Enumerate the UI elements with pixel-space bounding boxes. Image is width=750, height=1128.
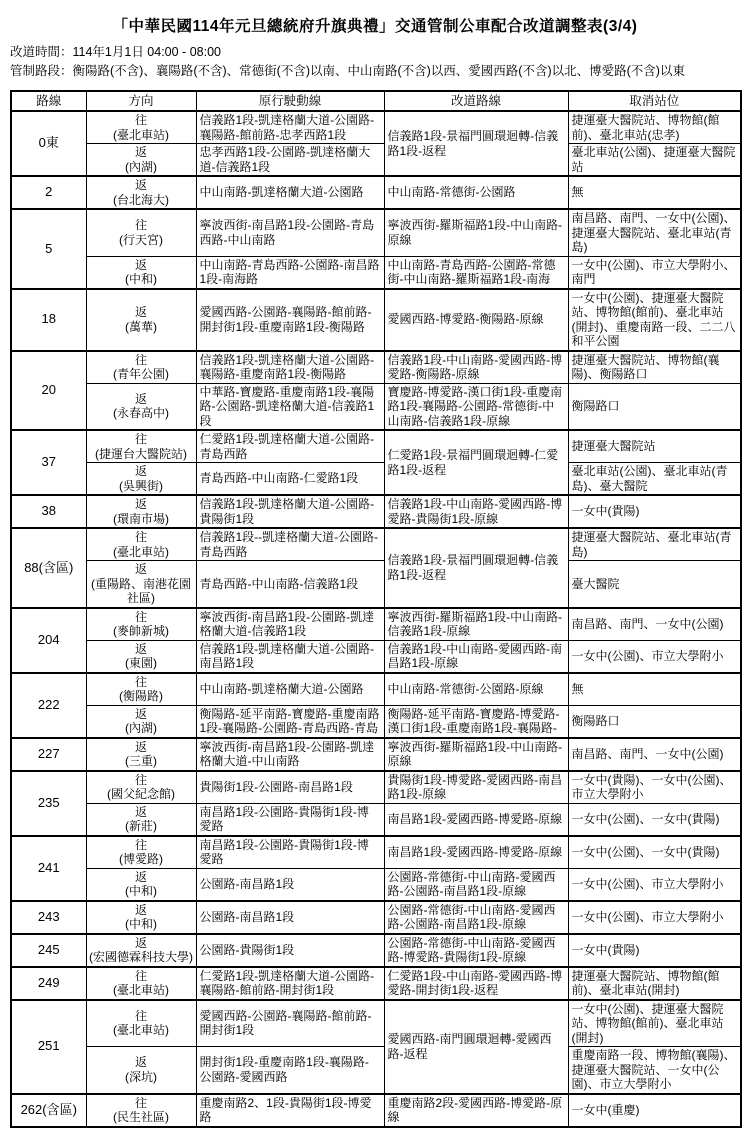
direction-cell bbox=[86, 1000, 196, 1047]
col-header-detour: 改道路線 bbox=[384, 91, 568, 111]
table-row bbox=[11, 495, 741, 528]
table-row bbox=[11, 640, 741, 673]
direction-destination: (重陽路、南港花園社區) bbox=[91, 576, 191, 605]
direction-cell bbox=[86, 836, 196, 869]
cancelled-stops-cell: 捷運臺大醫院站、臺北車站(青島) bbox=[568, 528, 741, 561]
table-row bbox=[11, 803, 741, 836]
col-header-direction: 方向 bbox=[86, 91, 196, 111]
table-row bbox=[11, 738, 741, 771]
original-route-cell: 仁愛路1段-凱達格蘭大道-公園路-青島西路 bbox=[196, 430, 384, 463]
direction-type: 返 bbox=[134, 902, 147, 917]
route-cell: 222 bbox=[11, 673, 86, 738]
cancelled-stops-cell: 一女中(公園)、一女中(貴陽) bbox=[568, 803, 741, 836]
direction-type: 往 bbox=[134, 968, 147, 983]
original-route-cell: 仁愛路1段-凱達格蘭大道-公園路-襄陽路-館前路-開封街1段 bbox=[196, 967, 384, 1000]
direction-destination: (青年公園) bbox=[113, 367, 169, 381]
route-cell: 249 bbox=[11, 967, 86, 1000]
table-row bbox=[11, 430, 741, 463]
original-route-cell: 中山南路-凱達格蘭大道-公園路 bbox=[196, 673, 384, 706]
cancelled-stops-cell: 一女中(公園)、捷運臺大醫院站、博物館(館前)、臺北車站(開封)、重慶南路一段、二二八和平公園 bbox=[568, 289, 741, 351]
table-row bbox=[11, 289, 741, 351]
detour-route-cell: 中山南路-常德街-公園路 bbox=[384, 176, 568, 209]
cancelled-stops-cell: 南昌路、南門、一女中(公園) bbox=[568, 738, 741, 771]
original-route-cell: 公園路-貴陽街1段 bbox=[196, 934, 384, 967]
direction-destination: (永春高中) bbox=[113, 406, 169, 421]
direction-cell bbox=[86, 1094, 196, 1127]
original-route-cell: 公園路-南昌路1段 bbox=[196, 901, 384, 934]
table-row bbox=[11, 1094, 741, 1127]
cancelled-stops-cell: 一女中(公園)、捷運臺大醫院站、博物館(館前)、臺北車站(開封) bbox=[568, 1000, 741, 1047]
direction-type: 返 bbox=[134, 641, 147, 656]
route-cell: 251 bbox=[11, 1000, 86, 1094]
table-row bbox=[11, 608, 741, 641]
direction-cell bbox=[86, 463, 196, 496]
detour-route-cell: 公園路-常德街-中山南路-愛國西路-公園路-南昌路1段-原線 bbox=[384, 868, 568, 901]
direction-destination: (吳興街) bbox=[119, 478, 163, 493]
detour-route-cell: 信義路1段-中山南路-愛國西路-博愛路-貴陽街1段-原線 bbox=[384, 495, 568, 528]
direction-cell bbox=[86, 1047, 196, 1094]
original-route-cell: 重慶南路2、1段-貴陽街1段-博愛路 bbox=[196, 1094, 384, 1127]
original-route-cell: 中華路-寶慶路-重慶南路1段-襄陽路-公園路-凱達格蘭大道-信義路1段 bbox=[196, 383, 384, 430]
direction-type: 返 bbox=[134, 257, 147, 272]
detour-route-cell: 中山南路-青島西路-公園路-常德街-中山南路-羅斯福路1段-南海 bbox=[384, 256, 568, 289]
document-title: 「中華民國114年元旦總統府升旗典禮」交通管制公車配合改道調整表(3/4) bbox=[112, 18, 638, 35]
original-route-cell: 寧波西街-南昌路1段-公園路-青島西路-中山南路 bbox=[196, 209, 384, 256]
direction-destination: (內湖) bbox=[125, 721, 157, 735]
detour-route-cell: 寧波西街-羅斯福路1段-中山南路-原線 bbox=[384, 738, 568, 771]
detour-route-cell: 寧波西街-羅斯福路1段-中山南路-信義路1段-原線 bbox=[384, 608, 568, 641]
detour-time-line: 改道時間：114年1月1日 04:00 - 08:00 bbox=[10, 45, 221, 59]
cancelled-stops-cell: 捷運臺大醫院站、博物館(襄陽)、衡陽路口 bbox=[568, 351, 741, 384]
direction-cell bbox=[86, 771, 196, 804]
detour-route-cell: 南昌路1段-愛國西路-博愛路-原線 bbox=[384, 836, 568, 869]
detour-route-cell: 信義路1段-中山南路-愛國西路-博愛路-衡陽路-原線 bbox=[384, 351, 568, 384]
direction-type: 返 bbox=[134, 804, 147, 819]
direction-cell bbox=[86, 383, 196, 430]
table-row bbox=[11, 1047, 741, 1094]
direction-destination: (三重) bbox=[125, 754, 157, 768]
direction-destination: (衡陽路) bbox=[119, 689, 163, 703]
detour-route-cell: 信義路1段-景福門圓環迴轉-信義路1段-返程 bbox=[384, 111, 568, 176]
direction-type: 往 bbox=[134, 772, 147, 787]
direction-type: 返 bbox=[134, 178, 147, 192]
detour-route-cell: 重慶南路2段-愛國西路-博愛路-原線 bbox=[384, 1094, 568, 1127]
cancelled-stops-cell: 無 bbox=[568, 673, 741, 706]
detour-route-cell: 信義路1段-景福門圓環迴轉-信義路1段-返程 bbox=[384, 528, 568, 608]
route-cell: 2 bbox=[11, 176, 86, 209]
route-cell: 235 bbox=[11, 771, 86, 836]
direction-destination: (臺北車站) bbox=[113, 1023, 169, 1038]
direction-type: 返 bbox=[134, 1055, 147, 1070]
original-route-cell: 南昌路1段-公園路-貴陽街1段-博愛路 bbox=[196, 803, 384, 836]
detour-route-cell: 中山南路-常德街-公園路-原線 bbox=[384, 673, 568, 706]
table-row bbox=[11, 561, 741, 608]
cancelled-stops-cell: 捷運臺大醫院站 bbox=[568, 430, 741, 463]
direction-type: 往 bbox=[134, 837, 147, 852]
original-route-cell: 開封街1段-重慶南路1段-襄陽路-公園路-愛國西路 bbox=[196, 1047, 384, 1094]
direction-type: 返 bbox=[134, 869, 147, 884]
table-row bbox=[11, 836, 741, 869]
direction-cell bbox=[86, 209, 196, 256]
direction-type: 往 bbox=[134, 352, 147, 367]
direction-destination: (行天宮) bbox=[119, 232, 163, 247]
detour-route-cell: 寧波西街-羅斯福路1段-中山南路-原線 bbox=[384, 209, 568, 256]
direction-destination: (環南市場) bbox=[113, 511, 169, 526]
table-row bbox=[11, 705, 741, 738]
original-route-cell: 信義路1段-凱達格蘭大道-公園路-南昌路1段 bbox=[196, 640, 384, 673]
direction-type: 返 bbox=[134, 145, 147, 159]
original-route-cell: 寧波西街-南昌路1段-公園路-凱達格蘭大道-信義路1段 bbox=[196, 608, 384, 641]
detour-route-cell: 愛國西路-南門圓環迴轉-愛國西路-返程 bbox=[384, 1000, 568, 1094]
original-route-cell: 信義路1段--凱達格蘭大道-公園路-青島西路 bbox=[196, 528, 384, 561]
table-row bbox=[11, 673, 741, 706]
original-route-cell: 公園路-南昌路1段 bbox=[196, 868, 384, 901]
original-route-cell: 南昌路1段-公園路-貴陽街1段-博愛路 bbox=[196, 836, 384, 869]
route-cell: 243 bbox=[11, 901, 86, 934]
detour-route-cell: 公園路-常德街-中山南路-愛國西路-公園路-南昌路1段-原線 bbox=[384, 901, 568, 934]
direction-destination: (博愛路) bbox=[119, 852, 163, 866]
direction-destination: (宏國德霖科技大學) bbox=[89, 950, 193, 964]
cancelled-stops-cell: 一女中(公園)、市立大學附小 bbox=[568, 868, 741, 901]
cancelled-stops-cell: 一女中(公園)、市立大學附小 bbox=[568, 901, 741, 934]
direction-destination: (東園) bbox=[125, 656, 157, 670]
route-cell: 5 bbox=[11, 209, 86, 289]
cancelled-stops-cell: 無 bbox=[568, 176, 741, 209]
direction-cell bbox=[86, 640, 196, 673]
table-row bbox=[11, 463, 741, 496]
table-header-row bbox=[11, 91, 741, 111]
original-route-cell: 貴陽街1段-公園路-南昌路1段 bbox=[196, 771, 384, 804]
direction-cell bbox=[86, 430, 196, 463]
direction-cell bbox=[86, 144, 196, 177]
original-route-cell: 忠孝西路1段-公園路-凱達格蘭大道-信義路1段 bbox=[196, 144, 384, 177]
detour-route-cell: 仁愛路1段-景福門圓環迴轉-仁愛路1段-返程 bbox=[384, 430, 568, 495]
direction-type: 往 bbox=[134, 218, 147, 233]
direction-destination: (民生社區) bbox=[113, 1110, 169, 1124]
direction-type: 往 bbox=[134, 432, 147, 446]
direction-type: 往 bbox=[134, 1095, 147, 1110]
route-cell: 241 bbox=[11, 836, 86, 901]
original-route-cell: 信義路1段-凱達格蘭大道-公園路-襄陽路-館前路-忠孝西路1段 bbox=[196, 111, 384, 144]
direction-destination: (深坑) bbox=[125, 1069, 157, 1084]
control-zone-line: 管制路段：衡陽路(不含)、襄陽路(不含)、常德街(不含)以南、中山南路(不含)以西、愛國西路(不含)以北、博愛路(不含)以東 bbox=[10, 64, 685, 78]
direction-destination: (臺北車站) bbox=[113, 127, 169, 142]
direction-cell bbox=[86, 176, 196, 209]
detour-route-cell: 仁愛路1段-中山南路-愛國西路-博愛路-開封街1段-返程 bbox=[384, 967, 568, 1000]
direction-type: 往 bbox=[134, 609, 147, 624]
route-cell: 245 bbox=[11, 934, 86, 967]
direction-type: 返 bbox=[134, 562, 147, 576]
direction-cell bbox=[86, 738, 196, 771]
direction-cell bbox=[86, 934, 196, 967]
direction-cell bbox=[86, 561, 196, 608]
cancelled-stops-cell: 一女中(公園)、一女中(貴陽) bbox=[568, 836, 741, 869]
cancelled-stops-cell: 一女中(公園)、市立大學附小、南門 bbox=[568, 256, 741, 289]
col-header-route: 路線 bbox=[11, 91, 86, 111]
direction-type: 往 bbox=[134, 113, 147, 127]
route-cell: 88(含區) bbox=[11, 528, 86, 608]
cancelled-stops-cell: 重慶南路一段、博物館(襄陽)、捷運臺大醫院站、一女中(公園)、市立大學附小 bbox=[568, 1047, 741, 1094]
table-row bbox=[11, 144, 741, 177]
table-body bbox=[11, 111, 741, 1127]
direction-destination: (捷運台大醫院站) bbox=[95, 446, 187, 461]
table-row bbox=[11, 868, 741, 901]
direction-type: 返 bbox=[134, 935, 147, 950]
direction-cell bbox=[86, 256, 196, 289]
direction-destination: (麥帥新城) bbox=[113, 624, 169, 638]
route-cell: 262(含區) bbox=[11, 1094, 86, 1127]
direction-type: 返 bbox=[134, 391, 147, 406]
original-route-cell: 青島西路-中山南路-仁愛路1段 bbox=[196, 463, 384, 496]
table-row bbox=[11, 967, 741, 1000]
route-cell: 38 bbox=[11, 495, 86, 528]
direction-destination: (臺北車站) bbox=[113, 983, 169, 997]
direction-destination: (中和) bbox=[125, 272, 157, 286]
direction-cell bbox=[86, 901, 196, 934]
direction-type: 返 bbox=[134, 739, 147, 754]
original-route-cell: 愛國西路-公園路-襄陽路-館前路-開封街1段 bbox=[196, 1000, 384, 1047]
detour-route-cell: 貴陽街1段-博愛路-愛國西路-南昌路1段-原線 bbox=[384, 771, 568, 804]
cancelled-stops-cell: 臺大醫院 bbox=[568, 561, 741, 608]
cancelled-stops-cell: 一女中(貴陽)、一女中(公園)、市立大學附小 bbox=[568, 771, 741, 804]
table-row bbox=[11, 528, 741, 561]
direction-destination: (內湖) bbox=[125, 159, 157, 174]
cancelled-stops-cell: 一女中(公園)、市立大學附小 bbox=[568, 640, 741, 673]
detour-route-cell: 公園路-常德街-中山南路-愛國西路-博愛路-貴陽街1段-原線 bbox=[384, 934, 568, 967]
cancelled-stops-cell: 衡陽路口 bbox=[568, 383, 741, 430]
original-route-cell: 衡陽路-延平南路-寶慶路-重慶南路1段-襄陽路-公園路-青島西路-青島 bbox=[196, 705, 384, 738]
col-header-original: 原行駛動線 bbox=[196, 91, 384, 111]
direction-cell bbox=[86, 803, 196, 836]
direction-cell bbox=[86, 528, 196, 561]
detour-route-cell: 南昌路1段-愛國西路-博愛路-原線 bbox=[384, 803, 568, 836]
direction-type: 返 bbox=[134, 706, 147, 721]
direction-cell bbox=[86, 967, 196, 1000]
original-route-cell: 信義路1段-凱達格蘭大道-公園路-襄陽路-重慶南路1段-衡陽路 bbox=[196, 351, 384, 384]
table-row bbox=[11, 1000, 741, 1047]
detour-route-cell: 信義路1段-中山南路-愛國西路-南昌路1段-原線 bbox=[384, 640, 568, 673]
cancelled-stops-cell: 一女中(貴陽) bbox=[568, 495, 741, 528]
direction-destination: (萬華) bbox=[125, 319, 157, 334]
table-row bbox=[11, 209, 741, 256]
direction-type: 往 bbox=[134, 1008, 147, 1023]
cancelled-stops-cell: 南昌路、南門、一女中(公園)、捷運臺大醫院站、臺北車站(青島) bbox=[568, 209, 741, 256]
cancelled-stops-cell: 臺北車站(公園)、臺北車站(青島)、臺大醫院 bbox=[568, 463, 741, 496]
col-header-cancelled: 取消站位 bbox=[568, 91, 741, 111]
route-cell: 37 bbox=[11, 430, 86, 495]
table-row bbox=[11, 901, 741, 934]
direction-cell bbox=[86, 351, 196, 384]
direction-type: 往 bbox=[134, 674, 147, 689]
direction-type: 返 bbox=[134, 497, 147, 511]
direction-cell bbox=[86, 289, 196, 351]
direction-cell bbox=[86, 111, 196, 144]
route-cell: 18 bbox=[11, 289, 86, 351]
original-route-cell: 愛國西路-公園路-襄陽路-館前路-開封街1段-重慶南路1段-衡陽路 bbox=[196, 289, 384, 351]
cancelled-stops-cell: 一女中(重慶) bbox=[568, 1094, 741, 1127]
table-row bbox=[11, 771, 741, 804]
table-row bbox=[11, 934, 741, 967]
direction-destination: (國父紀念館) bbox=[107, 787, 175, 801]
original-route-cell: 青島西路-中山南路-信義路1段 bbox=[196, 561, 384, 608]
table-row bbox=[11, 176, 741, 209]
direction-cell bbox=[86, 868, 196, 901]
direction-type: 往 bbox=[134, 530, 147, 544]
direction-cell bbox=[86, 705, 196, 738]
direction-destination: (臺北車站) bbox=[113, 544, 169, 559]
direction-destination: (中和) bbox=[125, 917, 157, 931]
detour-route-cell: 愛國西路-博愛路-衡陽路-原線 bbox=[384, 289, 568, 351]
cancelled-stops-cell: 南昌路、南門、一女中(公園) bbox=[568, 608, 741, 641]
cancelled-stops-cell: 臺北車站(公園)、捷運臺大醫院站 bbox=[568, 144, 741, 177]
table-row bbox=[11, 111, 741, 144]
direction-cell bbox=[86, 673, 196, 706]
direction-type: 返 bbox=[134, 305, 147, 319]
table-row bbox=[11, 256, 741, 289]
route-cell: 0東 bbox=[11, 111, 86, 176]
original-route-cell: 中山南路-凱達格蘭大道-公園路 bbox=[196, 176, 384, 209]
cancelled-stops-cell: 衡陽路口 bbox=[568, 705, 741, 738]
direction-cell bbox=[86, 495, 196, 528]
table-row bbox=[11, 351, 741, 384]
route-cell: 20 bbox=[11, 351, 86, 431]
original-route-cell: 中山南路-青島西路-公園路-南昌路1段-南海路 bbox=[196, 256, 384, 289]
route-cell: 204 bbox=[11, 608, 86, 673]
cancelled-stops-cell: 一女中(貴陽) bbox=[568, 934, 741, 967]
route-cell: 227 bbox=[11, 738, 86, 771]
direction-cell bbox=[86, 608, 196, 641]
table-row bbox=[11, 383, 741, 430]
detour-route-cell: 寶慶路-博愛路-漢口街1段-重慶南路1段-襄陽路-公園路-常德街-中山南路-信義路1段-原線 bbox=[384, 383, 568, 430]
detour-route-cell: 衡陽路-延平南路-寶慶路-博愛路-漢口街1段-重慶南路1段-襄陽路- bbox=[384, 705, 568, 738]
cancelled-stops-cell: 捷運臺大醫院站、博物館(館前)、臺北車站(忠孝) bbox=[568, 111, 741, 144]
original-route-cell: 信義路1段-凱達格蘭大道-公園路-貴陽街1段 bbox=[196, 495, 384, 528]
bus-detour-table bbox=[10, 90, 742, 1128]
direction-destination: (台北海大) bbox=[113, 192, 169, 207]
direction-destination: (新莊) bbox=[125, 819, 157, 833]
direction-type: 返 bbox=[134, 464, 147, 478]
direction-destination: (中和) bbox=[125, 884, 157, 898]
cancelled-stops-cell: 捷運臺大醫院站、博物館(館前)、臺北車站(開封) bbox=[568, 967, 741, 1000]
original-route-cell: 寧波西街-南昌路1段-公園路-凱達格蘭大道-中山南路 bbox=[196, 738, 384, 771]
